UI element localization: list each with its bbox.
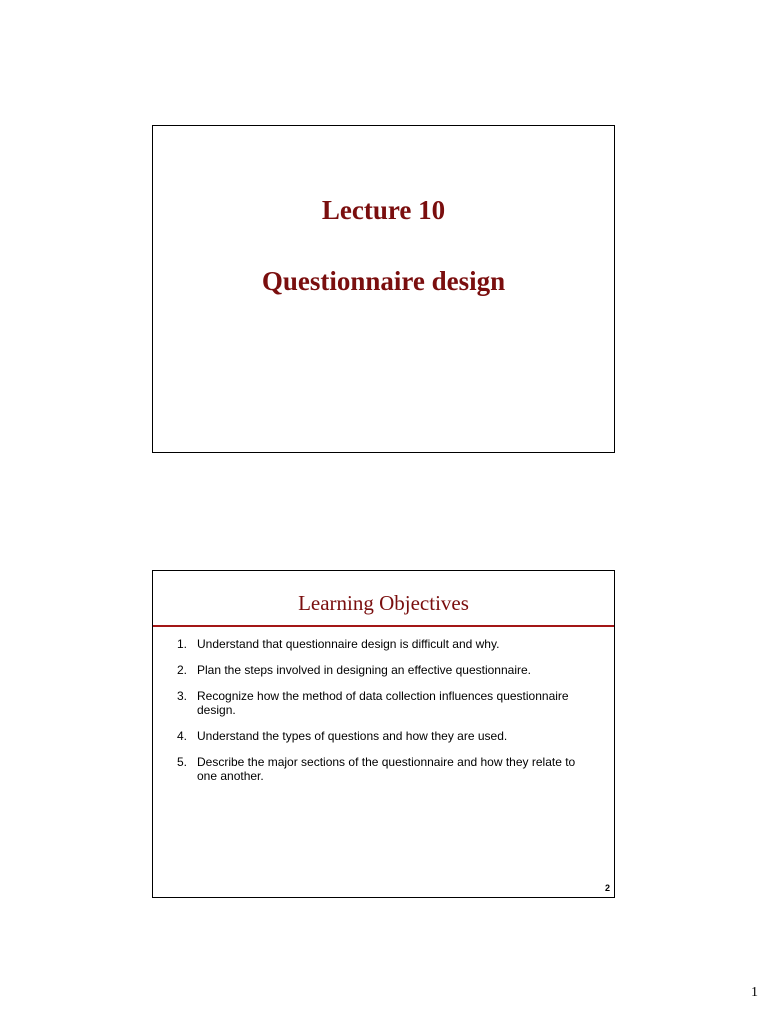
list-item xyxy=(177,755,594,783)
slide-title: Learning Objectives xyxy=(298,591,469,615)
title-slide xyxy=(152,125,615,453)
item-number: 4. xyxy=(177,729,188,743)
list-item xyxy=(177,637,594,651)
title-divider xyxy=(153,625,614,627)
lecture-subtitle: Questionnaire design xyxy=(261,266,506,296)
page-number: 1 xyxy=(751,985,758,1000)
objectives-slide xyxy=(152,570,615,898)
objectives-list xyxy=(177,637,594,795)
list-item xyxy=(177,663,594,677)
slide-number: 2 xyxy=(604,883,610,893)
lecture-title: Lecture 10 xyxy=(321,195,446,225)
item-text: Describe the major sections of the questionnaire and how they relate to one another. xyxy=(197,755,576,783)
item-number: 5. xyxy=(177,755,188,769)
item-text: Recognize how the method of data collection influences questionnaire design. xyxy=(197,689,569,717)
list-item xyxy=(177,729,594,743)
item-text: Understand the types of questions and how they are used. xyxy=(197,729,508,743)
item-number: 2. xyxy=(177,663,188,677)
list-item xyxy=(177,689,594,717)
item-text: Understand that questionnaire design is difficult and why. xyxy=(197,637,500,651)
item-number: 1. xyxy=(177,637,188,651)
item-text: Plan the steps involved in designing an effective questionnaire. xyxy=(197,663,532,677)
item-number: 3. xyxy=(177,689,188,703)
